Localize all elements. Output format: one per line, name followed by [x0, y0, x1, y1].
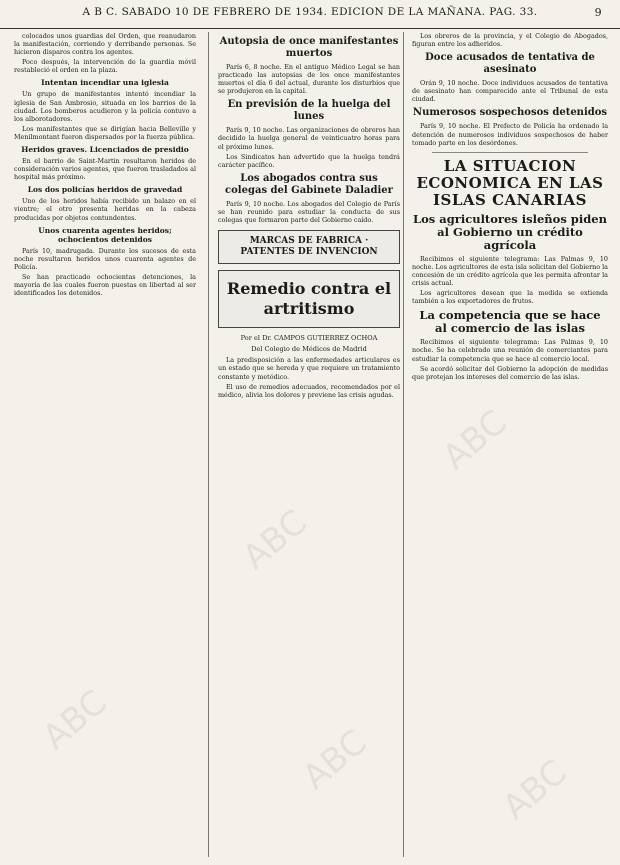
page-number: 9: [594, 6, 602, 19]
paragraph: París 6, 8 noche. En el antiguo Médico Legal se han practicado las autopsias de los once manifestantes muertos el día 6 del actual, durante los disturbios que se produjeron en la capital.: [218, 63, 400, 96]
paragraph: Los manifestantes que se dirigían hacia Belleville y Menilmontant fueron dispersados por la fuerza pública.: [14, 124, 196, 141]
paragraph: Orán 9, 10 noche. Doce individuos acusados de tentativa de asesinato han comparecido ante el Tribunal de esta ciudad.: [412, 79, 608, 104]
column-2: [218, 32, 400, 857]
watermark-abc-icon: ABC: [495, 752, 575, 828]
advertisement-remedy: Remedio contra el artritismo: [218, 270, 400, 328]
paragraph: Uno de los heridos había recibido un balazo en el vientre; el otro presenta heridas en la cabeza producidas por objetos contundentes.: [14, 197, 196, 222]
headline: Unos cuarenta agentes heridos; ochocientos detenidos: [38, 225, 172, 244]
byline: Por el Dr. CAMPOS GUTIERREZ OCHOA: [240, 334, 378, 343]
column-rule-1: [208, 32, 209, 857]
headline: Los dos policías heridos de gravedad: [27, 185, 183, 195]
page-header: [0, 6, 620, 29]
paragraph: Poco después, la intervención de la guardia móvil restableció el orden en la plaza.: [14, 58, 196, 75]
column-rule-2: [403, 32, 404, 857]
paragraph: En el barrio de Saint-Martin resultaron heridos de consideración varios agentes, que fueron trasladados al hospital más próximo.: [14, 157, 196, 182]
paragraph: París 9, 10 noche. Los abogados del Colegio de París se han reunido para estudiar la conducta de sus colegas que formaron parte del Gobierno caído.: [218, 199, 400, 225]
paragraph: La predisposición a las enfermedades articulares es un estado que se hereda y que requiere un tratamiento constante y metódico.: [218, 356, 400, 381]
headline: Heridos graves. Licenciados de presidio: [21, 145, 189, 155]
headline: Doce acusados de tentativa de asesinato: [425, 52, 595, 76]
watermark-abc-icon: ABC: [35, 682, 115, 758]
paragraph: colocados unos guardias del Orden, que reanudaron la manifestación, corriendo y derribando personas. Se hicieron disparos contra los agentes.: [14, 32, 196, 57]
headline: La competencia que se hace al comercio de las islas: [419, 308, 601, 336]
headline: Los abogados contra sus colegas del Gabinete Daladier: [225, 172, 393, 196]
paragraph: El uso de remedios adecuados, recomendados por el médico, alivia los dolores y previene las crisis agudas.: [218, 382, 400, 399]
watermark-abc-icon: ABC: [295, 722, 375, 798]
paragraph: París 10, madrugada. Durante los sucesos de esta noche resultaron heridos unos cuarenta agentes de Policía.: [14, 246, 196, 271]
subheadline: Los agricultores isleños piden al Gobierno un crédito agrícola: [413, 211, 607, 252]
paragraph: Se acordó solicitar del Gobierno la adopción de medidas que protejan los intereses del comercio de las islas.: [412, 364, 608, 381]
paragraph: Un grupo de manifestantes intentó incendiar la iglesia de San Ambrosio, situada en los barrios de la ciudad. Los bomberos acudieron y la policía contuvo a los alborotadores.: [14, 90, 196, 123]
column-1: [14, 32, 196, 857]
paragraph: Los agricultores desean que la medida se extienda también a los exportadores de frutos.: [412, 289, 608, 306]
watermark-abc-icon: ABC: [435, 402, 515, 478]
paragraph: Los Sindicatos han advertido que la huelga tendrá carácter pacífico.: [218, 152, 400, 169]
byline-affiliation: Del Colegio de Médicos de Madrid: [251, 345, 367, 354]
paragraph: París 9, 10 noche. El Prefecto de Policía ha ordenado la detención de numerosos individuos sospechosos de haber tomado parte en los desórdenes.: [412, 122, 608, 147]
headline-main: LA SITUACION ECONOMICA EN LAS ISLAS CANARIAS: [416, 156, 604, 209]
paragraph: París 9, 10 noche. Las organizaciones de obreros han decidido la huelga general de veinticuatro horas para el próximo lunes.: [218, 126, 400, 151]
headline: Autopsia de once manifestantes muertos: [219, 36, 399, 59]
paragraph: Recibimos el siguiente telegrama: Las Palmas 9, 10 noche. Se ha celebrado una reunión de comerciantes para estudiar la competencia que se hace al comercio local.: [412, 338, 608, 363]
watermark-abc-icon: ABC: [235, 502, 315, 578]
paragraph: Recibimos el siguiente telegrama: Las Palmas 9, 10 noche. Los agricultores de esta isla solicitan del Gobierno la concesión de un crédito agrícola que les permita afrontar la crisis actual.: [412, 254, 608, 288]
headline: En previsión de la huelga del lunes: [227, 99, 391, 123]
paragraph: Los obreros de la provincia, y el Colegio de Abogados, figuran entre los adheridos.: [412, 32, 608, 49]
advertisement-patents: MARCAS DE FABRICA · PATENTES DE INVENCION: [218, 230, 400, 264]
headline: Numerosos sospechosos detenidos: [412, 107, 608, 119]
column-3: [412, 32, 608, 857]
headline: Intentan incendiar una iglesia: [41, 78, 169, 88]
paragraph: Se han practicado ochocientas detenciones, la mayoría de las cuales fueron puestas en libertad al ser identificados los detenidos.: [14, 272, 196, 298]
divider: [432, 152, 588, 153]
header-line: A B C. SABADO 10 DE FEBRERO DE 1934. EDICION DE LA MAÑANA. PAG. 33.: [82, 6, 538, 18]
